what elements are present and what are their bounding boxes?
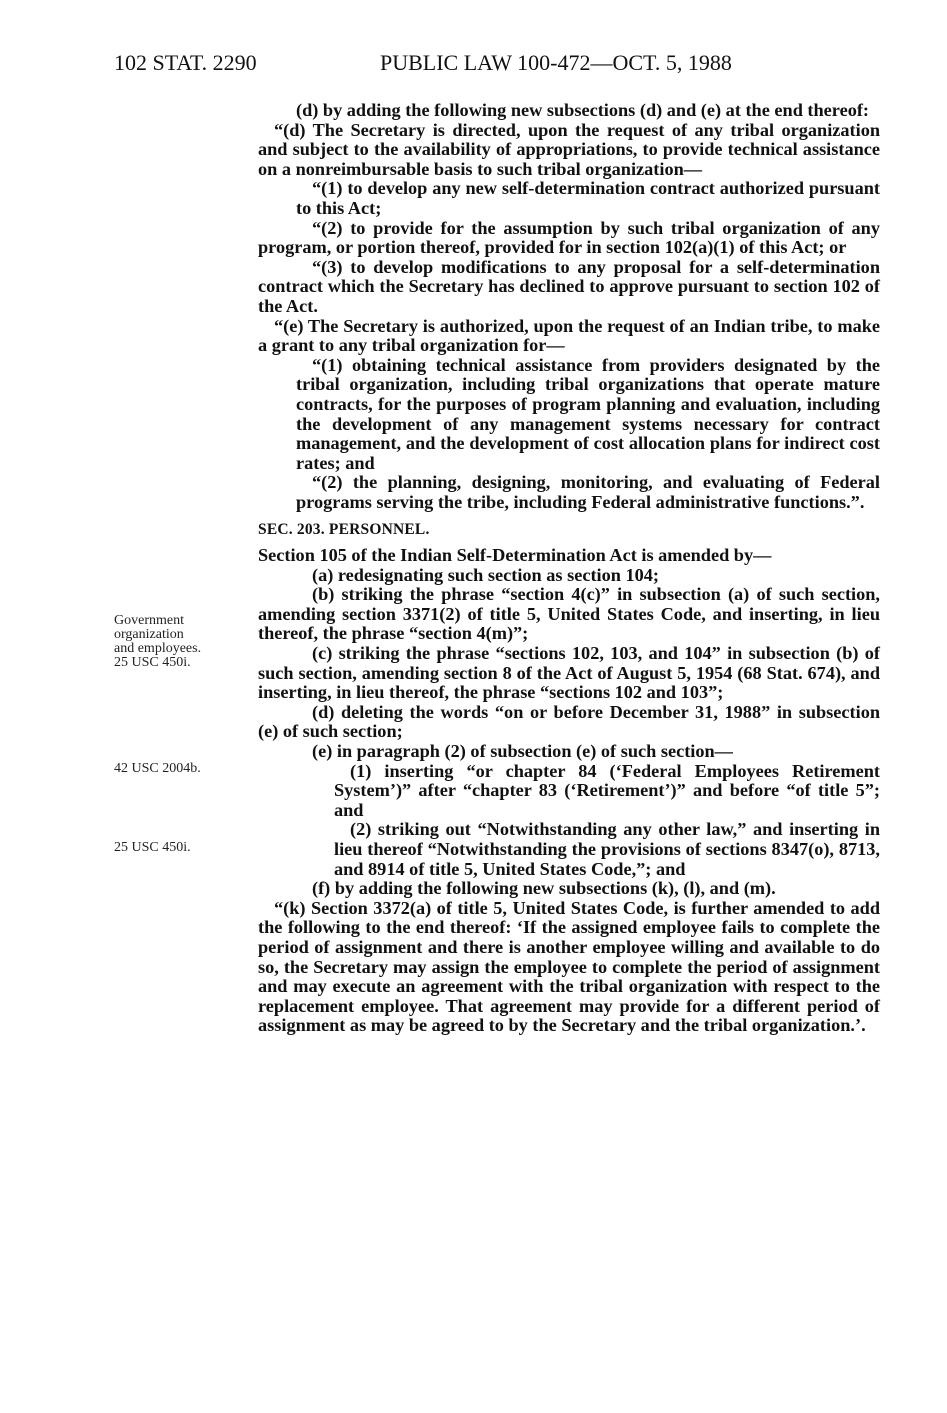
paragraph-d-2: “(2) to provide for the assumption by such tribal organization of any program, or portion thereof, provided for in section 102(a)(1) of this Act; or: [258, 217, 880, 258]
paragraph-item-e: (e) in paragraph (2) of subsection (e) of such section—: [312, 741, 733, 761]
paragraph-item-e-1: (1) inserting “or chapter 84 (‘Federal Employees Retirement System’)” after “chapter 83 (‘Retirement’)” and before “of title 5”; and: [334, 760, 880, 820]
margin-note-line: Government: [114, 613, 184, 628]
paragraph-item-e-2: (2) striking out “Notwithstanding any other law,” and inserting in lieu thereof “Notwithstanding the provisions of sections 8347(o), 8713, and 8914 of title 5, United States Code,”; and: [334, 819, 880, 879]
paragraph-e-1: “(1) obtaining technical assistance from providers designated by the tribal organization, including tribal organizations that operate mature contracts, for the purposes of program planning and evaluation, including the development of any management systems necessary for contract management, and the development of cost allocation plans for indirect cost rates; and: [296, 354, 880, 473]
section-heading: SEC. 203. PERSONNEL.: [258, 521, 430, 539]
paragraph-item-a: (a) redesignating such section as section 104;: [312, 564, 659, 585]
paragraph-e-2: “(2) the planning, designing, monitoring, and evaluating of Federal programs serving the tribe, including Federal administrative functions.”.: [296, 472, 880, 512]
paragraph-item-f: (f) by adding the following new subsections (k), (l), and (m).: [312, 878, 776, 899]
margin-note-government-organization: [114, 614, 244, 670]
paragraph-item-d: (d) deleting the words “on or before December 31, 1988” in subsection (e) of such section;: [258, 701, 880, 742]
paragraph-section-intro: Section 105 of the Indian Self-Determination Act is amended by—: [258, 545, 772, 566]
paragraph-subsection-e: “(e) The Secretary is authorized, upon the request of an Indian tribe, to make a grant to any tribal organization for—: [258, 315, 880, 356]
body-text: [258, 101, 880, 1036]
paragraph-item-c: (c) striking the phrase “sections 102, 103, and 104” in subsection (b) of such section, amending section 8 of the Act of August 5, 1954 (68 Stat. 674), and inserting, in lieu thereof, the phrase “sections 102 and 103”;: [258, 643, 880, 703]
margin-note-line: and employees.: [114, 641, 202, 656]
paragraph-d-1: “(1) to develop any new self-determination contract authorized pursuant to this Act;: [296, 178, 880, 218]
margin-note-25-usc: 25 USC 450i.: [114, 840, 191, 855]
margin-note-line: 25 USC 450i.: [114, 655, 191, 670]
page-number: 102 STAT. 2290: [114, 50, 257, 75]
paragraph-d-add: (d) by adding the following new subsections (d) and (e) at the end thereof:: [296, 100, 870, 120]
margin-note-42-usc: 42 USC 2004b.: [114, 761, 201, 776]
paragraph-d-3: “(3) to develop modifications to any proposal for a self-determination contract which the Secretary has declined to approve pursuant to section 102 of the Act.: [258, 256, 880, 316]
paragraph-item-b: (b) striking the phrase “section 4(c)” in subsection (a) of such section, amending section 3371(2) of title 5, United States Code, and inserting, in lieu thereof, the phrase “section 4(m)”;: [258, 584, 880, 644]
law-title: PUBLIC LAW 100-472—OCT. 5, 1988: [380, 50, 732, 75]
paragraph-subsection-d: “(d) The Secretary is directed, upon the request of any tribal organization and subject to the availability of appropriations, to provide technical assistance on a nonreimbursable basis to such tribal organization—: [258, 119, 880, 179]
margin-note-line: organization: [114, 627, 184, 642]
paragraph-subsection-k: “(k) Section 3372(a) of title 5, United States Code, is further amended to add the following to the end thereof: ‘If the assigned employee fails to complete the period of assignment and there is another employee willing and available to do so, the Secretary may assign the employee to complete the period of assignment and may execute an agreement with the tribal organization with respect to the replacement employee. That agreement may provide for a different period of assignment as may be agreed to by the Secretary and the tribal organization.’.: [258, 897, 880, 1036]
